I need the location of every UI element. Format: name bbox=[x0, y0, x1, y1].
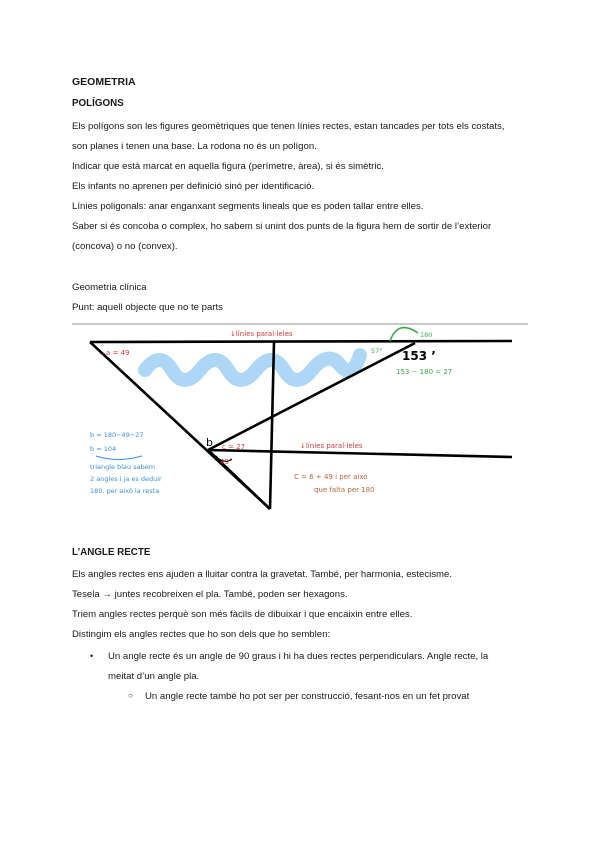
paragraph-triem: Triem angles rectes perquè son més fàcils de dibuixar i que encaixin entre elles. bbox=[72, 609, 413, 620]
label-57: 57° bbox=[371, 347, 383, 355]
paragraph-gravetat: Els angles rectes ens ajuden a lluitar contra la gravetat. També, per harmonia, estecisme. bbox=[72, 569, 453, 580]
geometry-diagram bbox=[60, 325, 530, 520]
wave-highlight bbox=[145, 355, 360, 380]
label-parallel-mid: ↓línies paral·leles bbox=[300, 442, 363, 450]
bullet-angle-recte-line2: meitat d’un angle pla. bbox=[108, 671, 200, 682]
label-c: c = 27 bbox=[222, 443, 246, 451]
blue-note bbox=[90, 431, 162, 495]
blue-note-line: b = 180−49−27 bbox=[90, 431, 144, 439]
bullet-angle-recte-line1: Un angle recte és un angle de 90 graus i hi ha dues rectes perpendiculars. Angle recte, la bbox=[108, 651, 489, 662]
paragraph-linies-poligonals: Línies poligonals: anar enganxant segments lineals que es poden tallar entre elles. bbox=[72, 201, 424, 212]
subheading-geometria-clinica: Geometria clínica bbox=[72, 282, 147, 293]
sub-bullet-marker: ○ bbox=[128, 691, 133, 700]
paragraph-punt: Punt: aquell objecte que no te parts bbox=[72, 302, 223, 313]
top-parallel-line bbox=[90, 341, 512, 342]
blue-note-line: 2 angles i ja es deduir bbox=[90, 475, 162, 483]
label-b: b bbox=[206, 436, 213, 449]
blue-brace bbox=[96, 456, 142, 460]
lower-diagonal-line bbox=[208, 450, 270, 509]
paragraph-concova-line2: (concova) o no (convex). bbox=[72, 241, 178, 252]
section-heading-angle-recte: L’ANGLE RECTE bbox=[72, 547, 151, 558]
section-heading-poligons: POLÍGONS bbox=[72, 98, 124, 109]
brown-note bbox=[294, 473, 375, 494]
label-49: 49° bbox=[220, 458, 233, 466]
label-180: 180 bbox=[420, 331, 433, 339]
label-angle-a: a = 49 bbox=[106, 349, 130, 357]
paragraph-poligons-line1: Els polígons son les figures geomètriques que tenen línies rectes, estan tancades per tots els costats, bbox=[72, 121, 505, 132]
paragraph-tesela: Tesela → juntes recobreixen el pla. També, poden ser hexagons. bbox=[72, 589, 348, 600]
crossing-diagonal-line bbox=[208, 343, 415, 450]
blue-note-line: 180, per això la resta bbox=[90, 487, 160, 495]
paragraph-distingim: Distingim els angles rectes que ho son dels que ho semblen: bbox=[72, 629, 331, 640]
brown-note-line: que falta per 180 bbox=[314, 486, 375, 494]
sub-bullet-construccio: Un angle recte també ho pot ser per construcció, fesant-nos en un fet provat bbox=[145, 691, 470, 702]
brown-note-line: C = 6 + 49 i per això bbox=[294, 473, 368, 481]
page-title: GEOMETRIA bbox=[72, 76, 136, 88]
bullet-marker: • bbox=[90, 651, 94, 661]
paragraph-concova-line1: Saber si és concoba o complex, ho sabem si unint dos punts de la figura hem de sortir de l’exterior bbox=[72, 221, 492, 232]
paragraph-poligons-line2: son planes i tenen una base. La rodona no és un polígon. bbox=[72, 141, 317, 152]
label-153-calc: 153 − 180 = 27 bbox=[396, 368, 453, 376]
label-153: 153 ’ bbox=[402, 349, 436, 363]
paragraph-indicar: Indicar que està marcat en aquella figura (perímetre, àrea), si és simètric. bbox=[72, 161, 384, 172]
label-parallel-top: ↓línies paral·leles bbox=[230, 330, 293, 338]
blue-note-line: b = 104 bbox=[90, 445, 117, 453]
paragraph-infants: Els infants no aprenen per definició sinó per identificació. bbox=[72, 181, 315, 192]
green-angle-arc bbox=[390, 328, 418, 341]
middle-parallel-line bbox=[208, 450, 512, 457]
blue-note-line: triangle blau sabem bbox=[90, 463, 156, 471]
